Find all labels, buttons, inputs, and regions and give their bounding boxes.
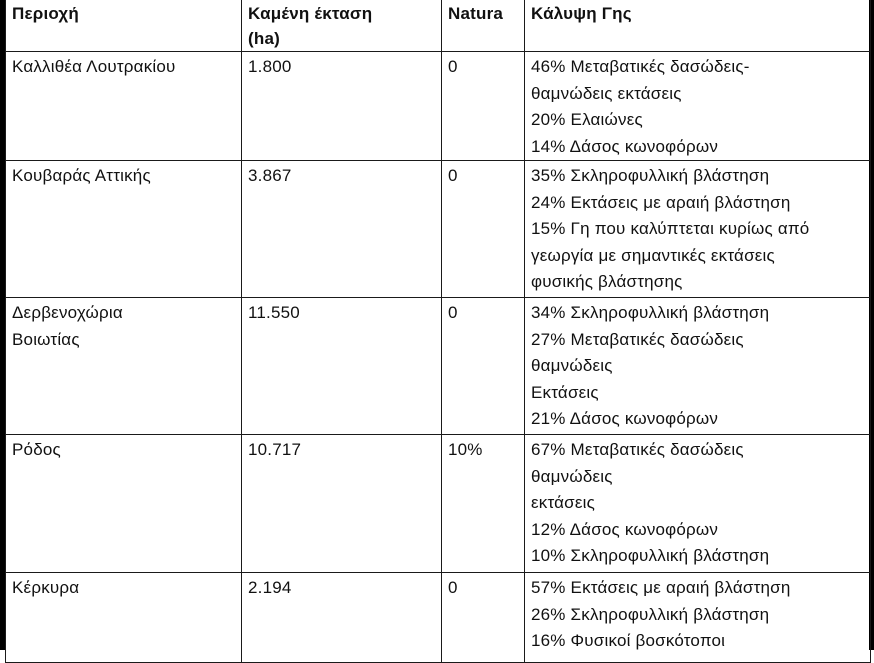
burned-area-cell: 10.717	[242, 435, 442, 573]
land-cover-line: 34% Σκληροφυλλική βλάστηση	[531, 303, 770, 322]
natura-cell: 0	[442, 161, 525, 298]
burned-area-cell: 11.550	[242, 298, 442, 435]
table-header	[6, 0, 871, 52]
land-cover-line: γεωργία με σημαντικές εκτάσεις	[531, 245, 775, 265]
land-cover-line: φυσικής βλάστησης	[531, 272, 683, 291]
land-cover-line: 57% Εκτάσεις με αραιή βλάστηση	[531, 578, 791, 597]
land-cover-line: 10% Σκληροφυλλική βλάστηση	[531, 546, 770, 565]
land-cover-cell	[525, 435, 871, 573]
land-cover-line: 46% Μεταβατικές δασώδεις-	[531, 57, 750, 76]
header-region: Περιοχή	[6, 0, 242, 52]
table-row	[6, 161, 871, 298]
land-cover-cell	[525, 161, 871, 298]
land-cover-line: 16% Φυσικοί βοσκότοποι	[531, 631, 726, 650]
land-cover-cell	[525, 52, 871, 161]
region-text: Δερβενοχώρια Βοιωτίας	[12, 303, 123, 349]
table-body	[6, 52, 871, 663]
region-cell: Κέρκυρα	[6, 573, 242, 663]
region-cell	[6, 298, 242, 435]
table-row	[6, 52, 871, 161]
land-cover-cell	[525, 298, 871, 435]
land-cover-line: Εκτάσεις	[531, 382, 599, 402]
header-land-cover: Κάλυψη Γης	[525, 0, 871, 52]
header-row	[6, 0, 871, 52]
header-burned-area	[242, 0, 442, 52]
header-natura: Natura	[442, 0, 525, 52]
table-row	[6, 573, 871, 663]
land-cover-line: 15% Γη που καλύπτεται κυρίως από	[531, 219, 810, 238]
region-cell: Ρόδος	[6, 435, 242, 573]
land-cover-line: 24% Εκτάσεις με αραιή βλάστηση	[531, 192, 791, 212]
land-cover-line: θαμνώδεις εκτάσεις	[531, 83, 682, 103]
table-row	[6, 435, 871, 573]
land-cover-line: 21% Δάσος κωνοφόρων	[531, 409, 719, 428]
natura-cell: 0	[442, 573, 525, 663]
land-cover-line: 12% Δάσος κωνοφόρων	[531, 519, 719, 539]
natura-cell: 0	[442, 298, 525, 435]
land-cover-line: εκτάσεις	[531, 493, 596, 512]
land-cover-line: θαμνώδεις	[531, 356, 613, 375]
burned-area-cell: 3.867	[242, 161, 442, 298]
land-cover-line: θαμνώδεις	[531, 466, 613, 486]
land-cover-cell	[525, 573, 871, 663]
land-cover-line: 14% Δάσος κωνοφόρων	[531, 136, 719, 156]
natura-cell: 0	[442, 52, 525, 161]
table-row	[6, 298, 871, 435]
header-burned-area-label: Καμένη έκταση (ha)	[248, 4, 373, 48]
land-cover-line: 26% Σκληροφυλλική βλάστηση	[531, 604, 770, 624]
region-cell: Καλλιθέα Λουτρακίου	[6, 52, 242, 161]
land-cover-line: 27% Μεταβατικές δασώδεις	[531, 329, 744, 349]
burned-area-cell: 2.194	[242, 573, 442, 663]
natura-cell: 10%	[442, 435, 525, 573]
land-cover-line: 20% Ελαιώνες	[531, 110, 643, 129]
burned-areas-table	[5, 0, 871, 663]
land-cover-line: 67% Μεταβατικές δασώδεις	[531, 440, 744, 459]
burned-area-cell: 1.800	[242, 52, 442, 161]
region-cell: Κουβαράς Αττικής	[6, 161, 242, 298]
land-cover-line: 35% Σκληροφυλλική βλάστηση	[531, 166, 770, 185]
